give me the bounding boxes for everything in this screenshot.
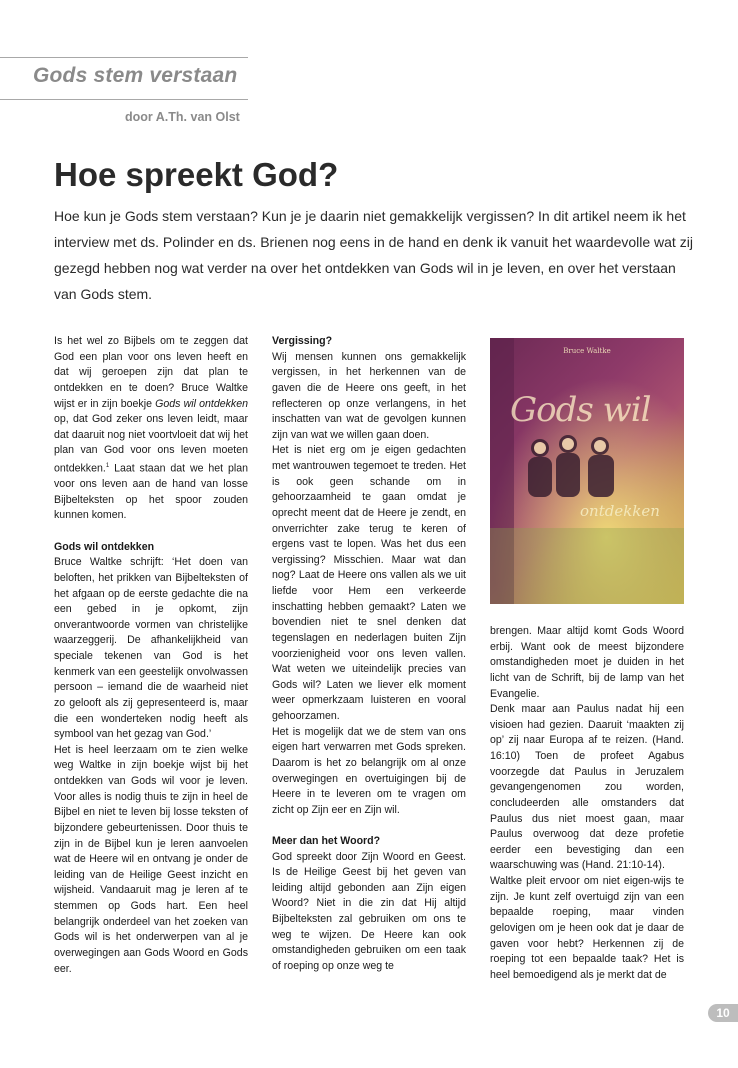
cover-author: Bruce Waltke [563, 347, 611, 355]
paragraph: Is het wel zo Bijbels om te zeggen dat God een plan voor ons leven heeft en dat wij geroepen zijn dat plan te ontdekken en te doen? Bruce Waltke wijst er in zijn boekje Gods wil ontdekken op, dat God zeker ons leven leidt, maar dat daaruit nog niet voortvloeit dat wij het plan van God voor ons leven moeten ontdekken.$^1$ Laat staan dat we het plan voor ons leven aan de hand van losse Bijbelteksten op het spoor zouden kunnen komen. [54, 335, 249, 522]
header-rule-bottom [0, 99, 248, 100]
text-column-2 [272, 334, 466, 975]
paragraph: brengen. Maar altijd komt Gods Woord erbij. Want ook de meest bijzondere omstandigheden moet je duiden in het licht van de Schrift, bij de lamp van het Evangelie. [490, 625, 684, 700]
paragraph: Waltke pleit ervoor om niet eigen-wijs te zijn. Je kunt zelf overtuigd zijn van een bepaalde roeping, maar vinden gelovigen om je heen ook dat je daar de gaven voor hebt? Herkennen zij de roeping tot een bepaalde taak? Het is heel bemoedigend als je merkt dat de [490, 875, 684, 981]
section-heading: Vergissing? [272, 335, 333, 347]
paragraph: God spreekt door Zijn Woord en Geest. Is de Heilige Geest bij het geven van leiding altijd gebonden aan Zijn eigen Woord? Niet in die zin dat Hij altijd Bijbelteksten zal gebruiken om ons te weg te wijzen. De Heere kan ook omstandigheden gebruiken om een taak of roeping op onze weg te [272, 850, 466, 972]
section-heading: Meer dan het Woord? [272, 834, 381, 847]
author-byline: door A.Th. van Olst [125, 110, 240, 124]
section-heading: Gods wil ontdekken [54, 540, 155, 553]
cover-subtitle: ontdekken [580, 502, 660, 520]
paragraph: Bruce Waltke schrijft: ‘Het doen van beloften, het prikken van Bijbelteksten of het afgaan op de eerste gedachte die na een gebed in je opkomt, zijn onverantwoorde vormen van christelijke waarzeggerij. De afhankelijkheid van speciale tekenen van God is het kenmerk van een geestelijk onvolwassen persoon – iemand die de waarheid niet zo gelooft als zij gepresenteerd is, maar die een wonderteken nodig heeft als symbool van het gezag van God.’ [54, 556, 248, 741]
series-title: Gods stem verstaan [33, 64, 238, 87]
cover-artwork [490, 338, 684, 604]
paragraph: Wij mensen kunnen ons gemakkelijk vergissen, in het herkennen van de gaven die de Heere ons geeft, in het reflecteren op onze verlangens, in het inschatten van wat de gevolgen kunnen zijn van wat we willen gaan doen. [272, 350, 466, 441]
paragraph: Denk maar aan Paulus nadat hij een visioen had gezien. Daaruit ‘maakten zij op’ zij naar Europa af te reizen. (Hand. 16:10) Toen de profeet Agabus voorzegde dat Paulus in Jeruzalem gevangengenomen zou worden, concludeerden alle omstanders dat Paulus dus niet moest gaan, maar Paulus overwoog dat deze profetie eerder een bevestiging dan een waarschuwing was (Hand. 21:10-14). [490, 703, 684, 872]
paragraph: Het is mogelijk dat we de stem van ons eigen hart verwarren met Gods spreken. Daarom is het zo belangrijk om al onze overwegingen en overtuigingen bij de Heere in te leveren om te vragen om zicht op Zijn eer en Zijn wil. [272, 725, 466, 816]
cover-title: Gods wil [510, 390, 651, 430]
text-column-3 [490, 624, 684, 983]
header-rule-top [0, 57, 248, 58]
footnote-marker: 1 [105, 463, 110, 469]
article-title: Hoe spreekt God? [54, 156, 339, 193]
paragraph: Het is niet erg om je eigen gedachten met wantrouwen tegemoet te treden. Het is ook geen schande om in gehoorzaamheid te gaan omdat je oprecht meent dat de Heere je zendt, en onverrichter zake terug te keren of ergens vast te lopen. Was het dus een vergissing? Misschien. Maar wat dan nog? Laat de Heere ons vallen als we uit liefde voor Hem een verkeerde inschatting hebben gemaakt? Laten we bovendien niet te snel denken dat tegenslagen en nederlagen buiten Zijn voorzienigheid voor ons leven vallen. Wat weten we uiteindelijk precies van Gods wil? Laten we liever elk moment weer opmerkzaam luisteren en vooral gehoorzamen. [272, 444, 466, 722]
page-number: 10 [708, 1004, 738, 1022]
book-title: Gods wil ontdekken [155, 397, 249, 410]
article-intro: Hoe kun je Gods stem verstaan? Kun je je daarin niet gemakkelijk vergissen? In dit artikel neem ik het interview met ds. Polinder en ds. Brienen nog eens in de hand en denk ik vanuit het waardevolle wat zij gezegd hebben nog wat verder na over het ontdekken van Gods wil in je leven, en over het verstaan van Gods stem. [54, 208, 693, 302]
book-cover-image [490, 338, 684, 604]
paragraph: Het is heel leerzaam om te zien welke weg Waltke in zijn boekje wijst bij het ontdekken van Gods wil voor je leven. Voor alles is nodig thuis te zijn in heel de Bijbel en niet te leven bij losse teksten of bijzondere gebeurtenissen. Door thuis te zijn in de Bijbel kun je leren aanvoelen wat de Heere wil en ontvang je onder de leiding van de Heilige Geest inzicht en wijsheid. Vandaaruit mag je leren af te stemmen op Gods hart. Een heel belangrijk onderdeel van het zoeken van Gods wil is het onderwerpen van al je overwegingen aan Gods Woord en Gods eer. [54, 743, 248, 975]
text-column-1 [54, 334, 248, 977]
